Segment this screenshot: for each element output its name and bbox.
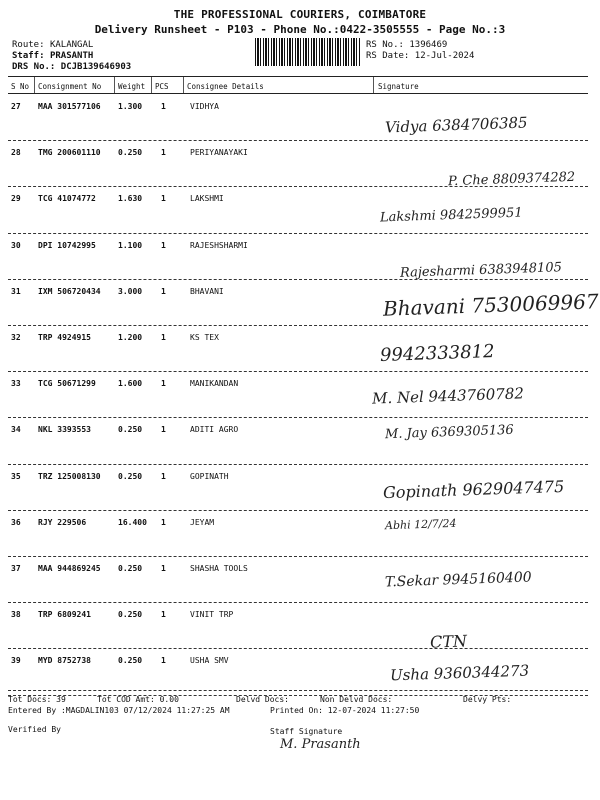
row-separator	[8, 510, 588, 511]
row-weight: 3.000	[118, 286, 143, 296]
row-weight: 1.100	[118, 240, 143, 250]
row-sno: 35	[11, 471, 21, 481]
row-sno: 39	[11, 656, 21, 666]
table-row	[0, 604, 600, 650]
company-title: THE PROFESSIONAL COURIERS, COIMBATORE	[173, 8, 427, 21]
col-signature: Signature	[378, 82, 419, 91]
row-signature: T.Sekar 9945160400	[384, 569, 532, 591]
row-sno: 33	[11, 379, 21, 389]
table-row	[0, 96, 600, 142]
row-signature: M. Nel 9443760782	[371, 384, 525, 408]
tot-cod-amt: Tot COD Amt: 0.00	[97, 695, 179, 704]
table-row	[0, 558, 600, 604]
row-sno: 37	[11, 564, 21, 573]
row-sno: 28	[11, 148, 21, 158]
tot-docs: Tot Docs: 39	[8, 695, 66, 704]
table-row	[0, 142, 600, 188]
staff-signature: M. Prasanth	[280, 737, 361, 752]
route-line: Route: KALANGAL	[12, 40, 94, 50]
row-consignment-no: MAA 944869245	[38, 564, 101, 573]
row-consignment-no: TCG 41074772	[38, 194, 96, 204]
row-pcs: 1	[161, 564, 166, 573]
rs-date-value: 12-Jul-2024	[414, 51, 475, 61]
barcode	[255, 38, 360, 66]
row-consignment-no: IXM 506720434	[38, 286, 101, 296]
row-signature: Gopinath 9629047475	[382, 476, 565, 502]
row-pcs: 1	[161, 102, 166, 111]
row-signature: CTN	[429, 631, 468, 652]
row-consignee: MANIKANDAN	[190, 379, 239, 389]
rs-no-line: RS No.: 1396469	[366, 40, 448, 50]
row-signature: Usha 9360344273	[389, 661, 530, 685]
row-consignment-no: TRP 4924915	[38, 333, 91, 342]
printed-on: Printed On: 12-07-2024 11:27:50	[270, 706, 420, 715]
staff-value: PRASANTH	[49, 51, 94, 61]
row-consignment-no: MAA 301577106	[38, 102, 101, 111]
row-separator	[8, 186, 588, 187]
row-weight: 1.200	[118, 333, 143, 342]
row-weight: 1.600	[118, 379, 143, 389]
rs-date-line: RS Date: 12-Jul-2024	[366, 51, 475, 61]
row-consignment-no: TRP 6809241	[38, 610, 91, 620]
row-consignee: GOPINATH	[190, 471, 229, 481]
row-consignee: BHAVANI	[190, 286, 224, 296]
header-bottom-rule	[8, 93, 588, 94]
route-value: KALANGAL	[49, 40, 94, 50]
row-consignee: USHA SMV	[190, 656, 229, 666]
row-separator	[8, 556, 588, 557]
row-consignment-no: NKL 3393553	[38, 425, 91, 435]
row-consignee: JEYAM	[190, 517, 215, 527]
row-separator	[8, 648, 588, 649]
row-separator	[8, 602, 588, 603]
footer-rule	[8, 690, 588, 691]
row-signature: Bhavani 7530069967	[382, 289, 599, 321]
row-consignment-no: TRZ 125008130	[38, 471, 101, 481]
drs-line: DRS No.: DCJB139646903	[12, 62, 132, 72]
row-sno: 31	[11, 286, 21, 296]
table-row	[0, 466, 600, 512]
entered-by: Entered By :MAGDALIN103 07/12/2024 11:27:25 AM	[8, 706, 230, 715]
row-sno: 29	[11, 194, 21, 204]
non-delvd-docs: Non Delvd Docs:	[320, 695, 393, 704]
row-signature: Rajesharmi 6383948105	[399, 259, 563, 281]
row-signature: Lakshmi 9842599951	[379, 205, 523, 226]
row-consignment-no: TCG 50671299	[38, 379, 96, 389]
row-pcs: 1	[161, 517, 166, 527]
row-separator	[8, 233, 588, 234]
row-weight: 1.630	[118, 194, 143, 204]
delvy-pts: Delvy Pts:	[463, 695, 512, 704]
row-consignment-no: DPI 10742995	[38, 240, 96, 250]
row-separator	[8, 325, 588, 326]
row-pcs: 1	[161, 471, 166, 481]
row-signature: P. Che 8809374282	[447, 169, 576, 190]
row-weight: 1.300	[118, 102, 143, 111]
row-pcs: 1	[161, 333, 166, 342]
runsheet-subtitle: Delivery Runsheet - P103 - Phone No.:0422-3505555 - Page No.:3	[94, 23, 506, 36]
row-weight: 0.250	[118, 471, 143, 481]
table-row	[0, 281, 600, 327]
verified-by: Verified By	[8, 725, 61, 734]
row-pcs: 1	[161, 610, 166, 620]
row-separator	[8, 464, 588, 465]
table-row	[0, 373, 600, 419]
row-consignee: PERIYANAYAKI	[190, 148, 248, 158]
row-signature: Vidya 6384706385	[384, 113, 528, 137]
row-consignee: LAKSHMI	[190, 194, 224, 204]
row-signature: 9942333812	[379, 341, 495, 366]
row-pcs: 1	[161, 148, 166, 158]
row-pcs: 1	[161, 240, 166, 250]
row-sno: 38	[11, 610, 21, 620]
row-sno: 36	[11, 517, 21, 527]
row-consignee: VIDHYA	[190, 102, 219, 111]
row-sno: 34	[11, 425, 21, 435]
rs-no-value: 1396469	[409, 40, 448, 50]
row-sno: 30	[11, 240, 21, 250]
col-weight: Weight	[118, 82, 146, 91]
col-sno: S No	[11, 82, 30, 91]
delvd-docs: Delvd Docs:	[236, 695, 289, 704]
row-pcs: 1	[161, 286, 166, 296]
row-consignee: RAJESHSHARMI	[190, 240, 248, 250]
row-consignee: SHASHA TOOLS	[190, 564, 248, 573]
drs-value: DCJB139646903	[60, 62, 132, 72]
table-row	[0, 512, 600, 558]
row-pcs: 1	[161, 425, 166, 435]
row-consignee: ADITI AGRO	[190, 425, 239, 435]
row-separator	[8, 371, 588, 372]
row-weight: 0.250	[118, 564, 143, 573]
row-weight: 0.250	[118, 610, 143, 620]
col-consignment: Consignment No	[38, 82, 102, 91]
row-consignee: VINIT TRP	[190, 610, 234, 620]
row-sno: 27	[11, 102, 21, 111]
row-consignment-no: MYD 8752738	[38, 656, 91, 666]
row-separator	[8, 279, 588, 280]
row-sno: 32	[11, 333, 21, 342]
header-top-rule	[8, 76, 588, 77]
table-row	[0, 419, 600, 465]
row-pcs: 1	[161, 194, 166, 204]
row-separator	[8, 417, 588, 418]
row-signature: Abhi 12/7/24	[384, 516, 457, 533]
row-weight: 0.250	[118, 656, 143, 666]
staff-line: Staff: PRASANTH	[12, 51, 94, 61]
row-signature: M. Jay 6369305136	[384, 423, 514, 443]
row-consignment-no: RJY 229506	[38, 517, 87, 527]
row-weight: 0.250	[118, 148, 143, 158]
row-consignment-no: TMG 200601110	[38, 148, 101, 158]
row-weight: 0.250	[118, 425, 143, 435]
col-pcs: PCS	[155, 82, 169, 91]
row-weight: 16.400	[118, 517, 147, 527]
table-row	[0, 235, 600, 281]
row-pcs: 1	[161, 656, 166, 666]
table-row	[0, 327, 600, 373]
col-consignee: Consignee Details	[187, 82, 264, 91]
staff-signature-label: Staff Signature	[270, 727, 343, 736]
row-consignee: KS TEX	[190, 333, 219, 342]
row-pcs: 1	[161, 379, 166, 389]
row-separator	[8, 140, 588, 141]
table-row	[0, 188, 600, 234]
